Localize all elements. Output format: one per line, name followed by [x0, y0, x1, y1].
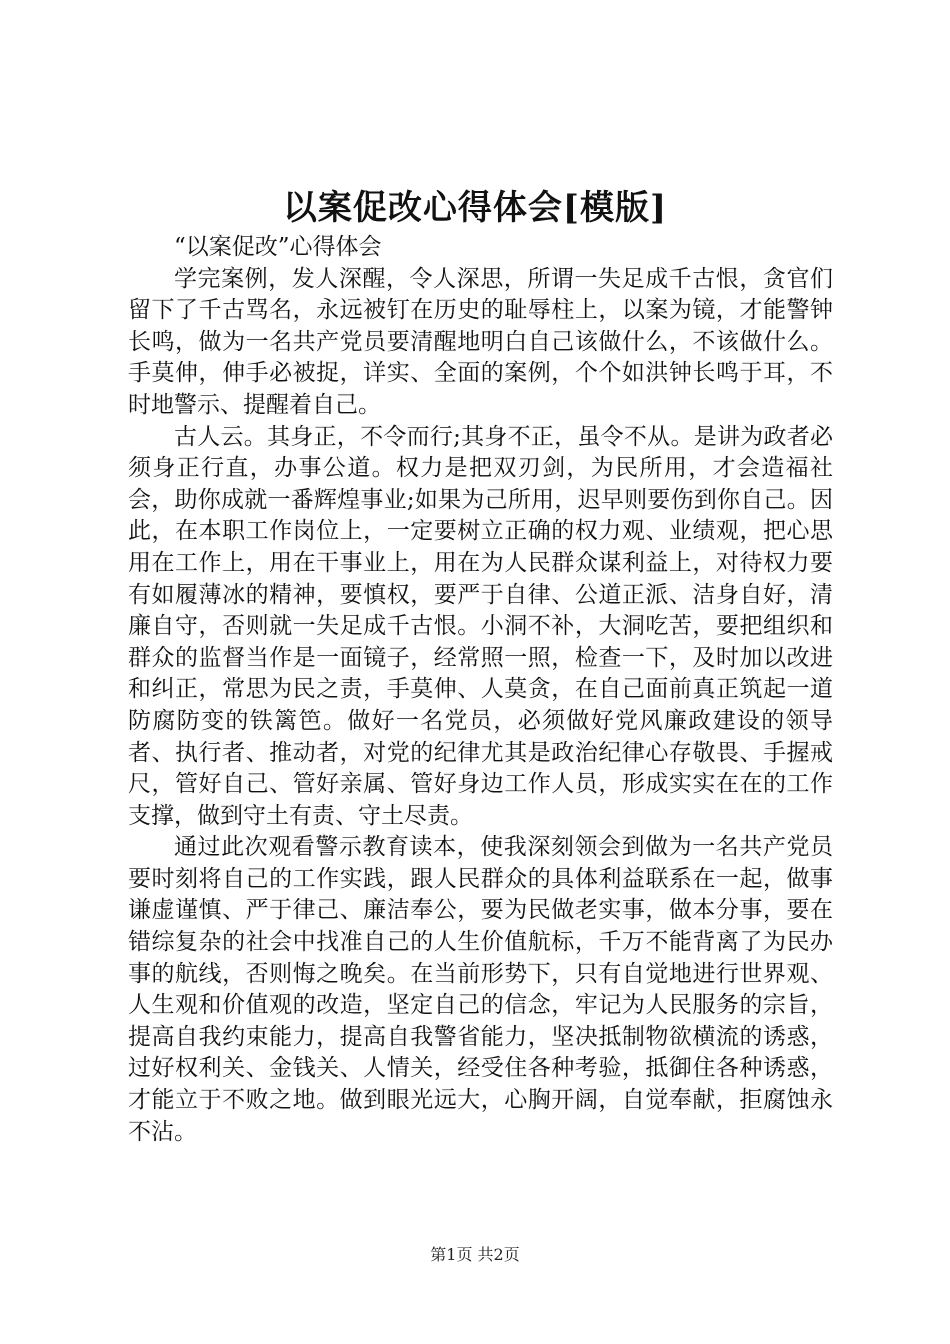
paragraph-1: 学完案例，发人深醒，令人深思，所谓一失足成千古恨，贪官们留下了千古骂名，永远被钉在历史的耻辱柱上，以案为镜，才能警钟长鸣，做为一名共产党员要清醒地明白自己该做什么，不该做什么。手莫伸，伸手必被捉，详实、全面的案例，个个如洪钟长鸣于耳，不时地警示、提醒着自己。 [128, 265, 833, 418]
document-body [128, 232, 833, 1148]
document-title: 以案促改心得体会[模版] [282, 188, 668, 228]
document-subtitle: “以案促改”心得体会 [174, 234, 382, 260]
paragraph-3: 通过此次观看警示教育读本，使我深刻领会到做为一名共产党员要时刻将自己的工作实践，跟人民群众的具体利益联系在一起，做事谦虚谨慎、严于律己、廉洁奉公，要为民做老实事，做本分事，要在错综复杂的社会中找准自己的人生价值航标，千万不能背离了为民办事的航线，否则悔之晚矣。在当前形势下，只有自觉地进行世界观、人生观和价值观的改造，坚定自己的信念，牢记为人民服务的宗旨，提高自我约束能力，提高自我警省能力，坚决抵制物欲横流的诱惑，过好权利关、金钱关、人情关，经受住各种考验，抵御住各种诱惑，才能立于不败之地。做到眼光远大，心胸开阔，自觉奉献，拒腐蚀永不沾。 [128, 834, 833, 1145]
page-footer [0, 1244, 950, 1266]
paragraph-2: 古人云。其身正，不令而行;其身不正，虽令不从。是讲为政者必须身正行直，办事公道。权力是把双刃剑，为民所用，才会造福社会，助你成就一番辉煌事业;如果为己所用，迟早则要伤到你自己。因此，在本职工作岗位上，一定要树立正确的权力观、业绩观，把心思用在工作上，用在干事业上，用在为人民群众谋利益上，对待权力要有如履薄冰的精神，要慎权，要严于自律、公道正派、洁身自好，清廉自守，否则就一失足成千古恨。小洞不补，大洞吃苦，要把组织和群众的监督当作是一面镜子，经常照一照，检查一下，及时加以改进和纠正，常思为民之责，手莫伸、人莫贪，在自己面前真正筑起一道防腐防变的铁篱笆。做好一名党员，必须做好党风廉政建设的领导者、执行者、推动者，对党的纪律尤其是政治纪律心存敬畏、手握戒尺，管好自己、管好亲属、管好身边工作人员，形成实实在在的工作支撑，做到守土有责、守土尽责。 [128, 423, 833, 829]
page-number: 第1页 共2页 [430, 1245, 520, 1264]
